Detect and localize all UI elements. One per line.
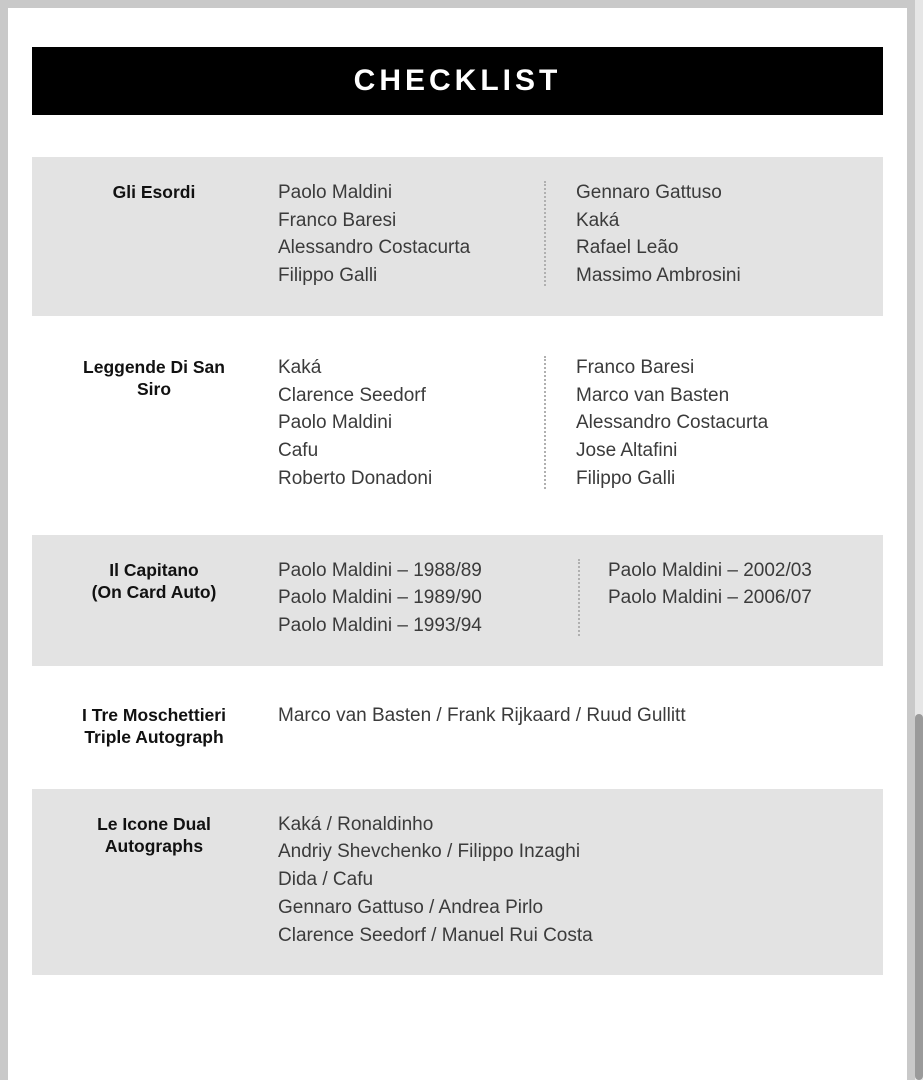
list-item: Paolo Maldini [278,412,393,434]
section-label-line: (On Card Auto) [91,582,217,602]
vertical-scrollbar-thumb[interactable] [915,714,923,1080]
section-label-line: Le Icone Dual [97,813,211,834]
checklist-document [8,8,907,1080]
section-column-full [276,811,883,950]
list-item: Andriy Shevchenko / Filippo Inzaghi [278,841,581,863]
section-il-capitano [32,535,883,666]
section-label-line: Autographs [104,835,204,856]
section-label-line: Il Capitano [109,559,199,580]
section-le-icone-dual [32,789,883,976]
section-columns [276,557,883,640]
list-item: Marco van Basten [576,384,730,406]
section-label-line: Siro [136,379,172,400]
list-item: Franco Baresi [576,356,695,378]
list-item: Paolo Maldini – 1993/94 [278,615,482,637]
list-item: Filippo Galli [278,265,378,287]
section-columns [276,811,883,950]
list-item: Paolo Maldini [278,182,393,203]
section-columns [276,702,883,730]
list-item: Rafael Leão [576,237,679,259]
section-column-left [276,179,544,290]
section-label-line: I Tre Moschettieri [82,704,226,725]
document-content [8,47,907,975]
list-item: Kaká [576,209,620,231]
list-item: Gennaro Gattuso [576,182,722,203]
section-columns [276,179,883,290]
list-item: Paolo Maldini – 1988/89 [278,559,482,581]
list-item: Kaká / Ronaldinho [278,813,434,835]
section-label-moschettieri [32,702,276,749]
list-item: Cafu [278,440,319,462]
vertical-scrollbar-track[interactable] [915,0,923,1080]
list-item: Jose Altafini [576,440,678,462]
list-item: Franco Baresi [278,209,397,231]
section-column-right [544,354,883,493]
list-item: Paolo Maldini – 2002/03 [608,559,812,581]
section-leggende-di-san-siro [32,334,883,517]
checklist-title-bar [32,47,883,115]
section-column-right [578,557,883,640]
section-label-leggende [32,354,276,401]
section-label-line: Triple Autograph [84,727,224,748]
list-item: Alessandro Costacurta [278,237,471,259]
section-columns [276,354,883,493]
list-item: Gennaro Gattuso / Andrea Pirlo [278,896,544,918]
list-item: Roberto Donadoni [278,467,433,489]
list-item: Clarence Seedorf / Manuel Rui Costa [278,924,593,946]
list-item: Paolo Maldini – 2006/07 [608,587,812,609]
section-i-tre-moschettieri [32,684,883,771]
list-item: Alessandro Costacurta [576,412,769,434]
list-item: Kaká [278,356,322,378]
section-column-left [276,354,544,493]
section-label-il-capitano [32,557,276,604]
section-column-full [276,702,883,730]
list-item: Paolo Maldini – 1989/90 [278,587,482,609]
list-item: Marco van Basten / Frank Rijkaard / Ruud Gullitt [278,704,686,726]
section-label-gli-esordi [32,179,276,203]
section-gli-esordi [32,157,883,316]
section-column-right [544,179,883,290]
section-label-line: Leggende Di San [83,356,225,377]
section-label-le-icone [32,811,276,858]
section-column-left [276,557,578,640]
list-item: Clarence Seedorf [278,384,426,406]
list-item: Dida / Cafu [278,869,374,891]
list-item: Massimo Ambrosini [576,265,741,287]
page-title: CHECKLIST [353,64,562,97]
section-label-line: Gli Esordi [112,182,196,202]
list-item: Filippo Galli [576,467,676,489]
